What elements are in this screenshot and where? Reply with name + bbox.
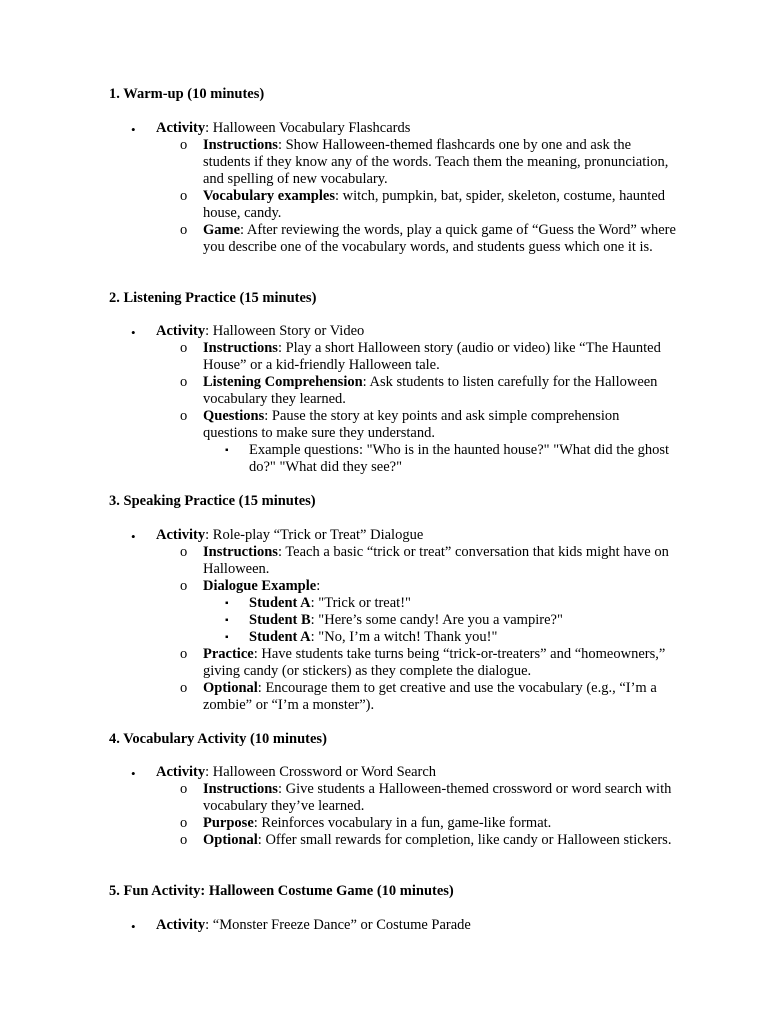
item-text: : Ask students to listen carefully for the Halloween vocabulary they learned. [203, 374, 658, 407]
item-text: : [316, 578, 321, 594]
list-item [156, 646, 676, 680]
sub-marker: o [180, 374, 188, 390]
sub-marker: o [180, 578, 188, 594]
sub-marker: o [180, 137, 188, 153]
section-heading: 3. Speaking Practice (15 minutes) [109, 493, 316, 509]
list-item [156, 374, 676, 408]
dialogue-line [225, 595, 685, 612]
activity-line [156, 120, 410, 137]
bullet-marker: • [131, 122, 136, 137]
subsub-marker: ▪ [225, 598, 229, 609]
item-label: Game [203, 222, 241, 238]
activity-label: Activity [156, 323, 206, 339]
item-label: Listening Comprehension [203, 374, 363, 390]
bullet-marker: • [131, 919, 136, 934]
bullet-marker: • [131, 325, 136, 340]
list-item [156, 340, 676, 374]
activity-text: : Role-play “Trick or Treat” Dialogue [205, 527, 424, 543]
dialogue-text: : "Here’s some candy! Are you a vampire?" [310, 612, 563, 628]
item-label: Instructions [203, 137, 278, 153]
sub-marker: o [180, 340, 188, 356]
dialogue-text: : "No, I’m a witch! Thank you!" [310, 629, 498, 645]
item-label: Optional [203, 680, 258, 696]
list-item [225, 442, 685, 476]
sub-marker: o [180, 408, 188, 424]
sub-marker: o [180, 680, 188, 696]
list-item [156, 832, 676, 849]
activity-label: Activity [156, 917, 206, 933]
item-label: Instructions [203, 340, 278, 356]
list-item [156, 137, 676, 188]
bullet-marker: • [131, 766, 136, 781]
item-label: Vocabulary examples [203, 188, 335, 204]
speaker-label: Student A [249, 629, 311, 645]
bullet-marker: • [131, 529, 136, 544]
list-item [156, 680, 676, 714]
item-text: : Pause the story at key points and ask simple comprehension questions to make sure they understand. [203, 408, 620, 441]
activity-text: : Halloween Story or Video [205, 323, 365, 339]
item-label: Instructions [203, 544, 278, 560]
activity-line [156, 527, 423, 544]
activity-label: Activity [156, 527, 206, 543]
speaker-label: Student A [249, 595, 311, 611]
item-label: Dialogue Example [203, 578, 317, 594]
item-text: : Encourage them to get creative and use the vocabulary (e.g., “I’m a zombie” or “I’m a monster”). [203, 680, 657, 713]
item-label: Practice [203, 646, 254, 662]
sub-marker: o [180, 815, 188, 831]
subsub-marker: ▪ [225, 445, 229, 456]
item-text: : witch, pumpkin, bat, spider, skeleton, costume, haunted house, candy. [203, 188, 666, 221]
activity-line [156, 323, 364, 340]
section-heading: 4. Vocabulary Activity (10 minutes) [109, 731, 327, 747]
activity-line [156, 917, 471, 934]
activity-text: : “Monster Freeze Dance” or Costume Parade [205, 917, 471, 933]
item-text: : Teach a basic “trick or treat” conversation that kids might have on Halloween. [203, 544, 669, 577]
dialogue-text: : "Trick or treat!" [310, 595, 411, 611]
sub-marker: o [180, 781, 188, 797]
item-label: Purpose [203, 815, 254, 831]
item-text: : Give students a Halloween-themed crossword or word search with vocabulary they’ve learned. [203, 781, 672, 814]
sub-marker: o [180, 646, 188, 662]
dialogue-line [225, 629, 685, 646]
list-item [156, 544, 676, 578]
list-item [156, 781, 676, 815]
item-label: Instructions [203, 781, 278, 797]
list-item [156, 815, 676, 832]
activity-line [156, 764, 436, 781]
list-item [156, 188, 676, 222]
speaker-label: Student B [249, 612, 311, 628]
activity-label: Activity [156, 120, 206, 136]
sub-marker: o [180, 188, 188, 204]
section-heading: 5. Fun Activity: Halloween Costume Game (10 minutes) [109, 883, 454, 899]
list-item [156, 578, 676, 595]
sub-marker: o [180, 544, 188, 560]
item-text: : Reinforces vocabulary in a fun, game-like format. [253, 815, 552, 831]
sub-marker: o [180, 832, 188, 848]
activity-text: : Halloween Crossword or Word Search [205, 764, 437, 780]
item-text: Example questions: "Who is in the haunted house?" "What did the ghost do?" "What did they see?" [249, 442, 670, 475]
subsub-marker: ▪ [225, 615, 229, 626]
item-text: : Have students take turns being “trick-or-treaters” and “homeowners,” giving candy (or stickers) as they complete the dialogue. [203, 646, 666, 679]
list-item [156, 222, 676, 256]
item-text: : Show Halloween-themed flashcards one by one and ask the students if they know any of the words. Teach them the meaning, pronunciation, and spelling of new vocabulary. [203, 137, 669, 187]
item-label: Optional [203, 832, 258, 848]
activity-text: : Halloween Vocabulary Flashcards [205, 120, 411, 136]
subsub-marker: ▪ [225, 632, 229, 643]
item-text: : Play a short Halloween story (audio or video) like “The Haunted House” or a kid-friendly Halloween tale. [203, 340, 661, 373]
list-item [156, 408, 676, 442]
activity-label: Activity [156, 764, 206, 780]
section-heading: 1. Warm-up (10 minutes) [109, 86, 265, 102]
item-label: Questions [203, 408, 265, 424]
item-text: : After reviewing the words, play a quick game of “Guess the Word” where you describe one of the vocabulary words, and students guess which one it is. [203, 222, 676, 255]
sub-marker: o [180, 222, 188, 238]
item-text: : Offer small rewards for completion, like candy or Halloween stickers. [257, 832, 672, 848]
section-heading: 2. Listening Practice (15 minutes) [109, 290, 317, 306]
dialogue-line [225, 612, 685, 629]
